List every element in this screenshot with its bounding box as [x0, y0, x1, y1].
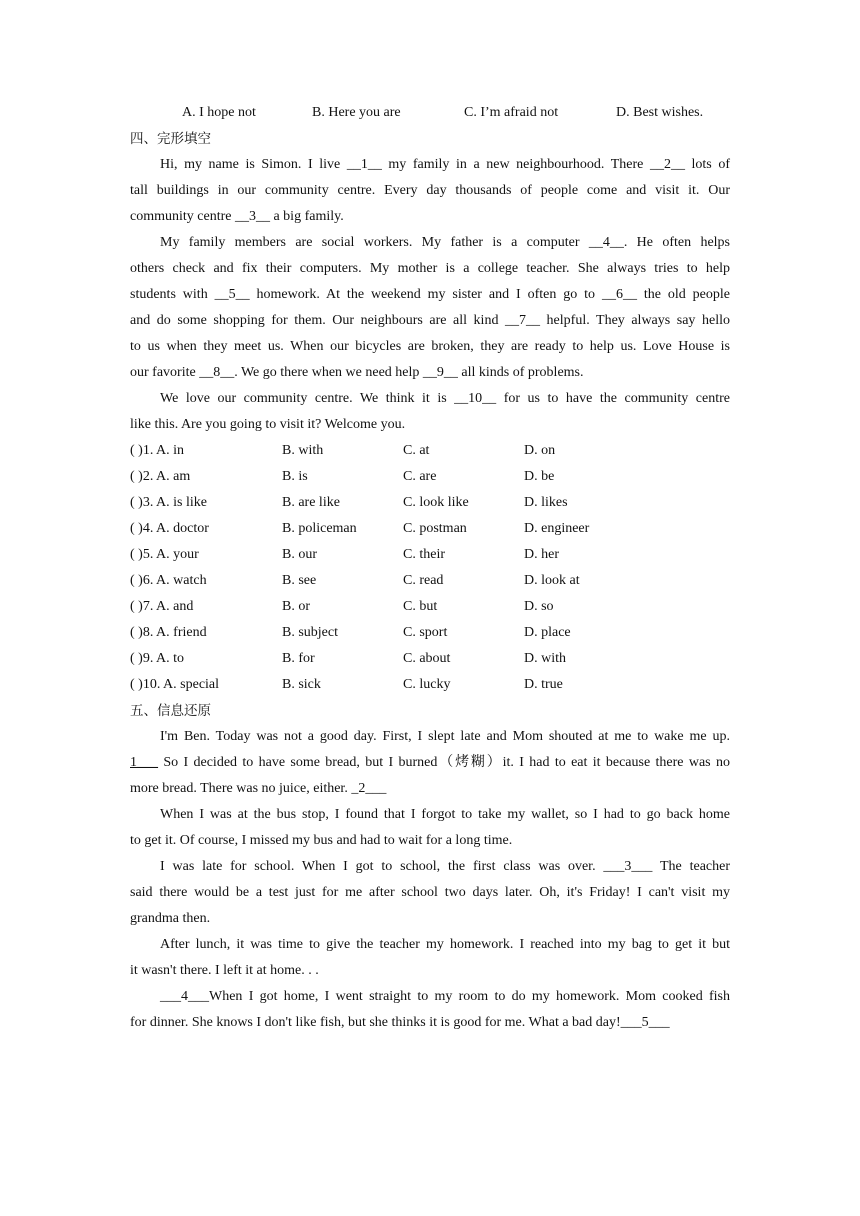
question-stem: ( )1. A. in [130, 443, 185, 458]
blank-3: ___3___ [603, 859, 653, 874]
question-row [130, 516, 730, 542]
blank-4: ___4___ [160, 989, 209, 1004]
document-page [130, 100, 730, 1036]
option: B. are like [282, 495, 340, 510]
text: When I got home, I went straight to my room to do my homework. Mom cooked fish [209, 989, 730, 1004]
option: B. subject [282, 625, 338, 640]
option: D. likes [524, 495, 568, 510]
question-row [130, 542, 730, 568]
option: C. postman [403, 521, 467, 536]
section-4-heading: 四、完形填空 [130, 131, 211, 147]
paragraph-line: to us when they meet us. When our bicycles are broken, they are ready to help us. Love House is [130, 339, 730, 354]
option: B. our [282, 547, 317, 562]
question-list [130, 438, 730, 698]
paragraph-line: grandma then. [130, 911, 211, 926]
paragraph-line: to get it. Of course, I missed my bus and had to wait for a long time. [130, 833, 513, 848]
text: more bread. There was no juice, either. [130, 781, 352, 796]
option-c: C. I’m afraid not [464, 105, 559, 120]
question-row [130, 646, 730, 672]
question-stem: ( )10. A. special [130, 677, 220, 692]
option: D. true [524, 677, 563, 692]
paragraph-line: When I was at the bus stop, I found that I forgot to take my wallet, so I had to go back home [160, 807, 730, 822]
question-row [130, 490, 730, 516]
paragraph-line: After lunch, it was time to give the teacher my homework. I reached into my bag to get it but [160, 937, 730, 952]
option: B. or [282, 599, 310, 614]
text: for dinner. She knows I don't like fish, but she thinks it is good for me. What a bad day! [130, 1015, 621, 1030]
paragraph-line: our favorite __8__. We go there when we need help __9__ all kinds of problems. [130, 365, 584, 380]
question-stem: ( )8. A. friend [130, 625, 207, 640]
option: B. sick [282, 677, 321, 692]
previous-question-options [130, 100, 730, 126]
paragraph-line [130, 750, 730, 776]
paragraph-line: My family members are social workers. My father is a computer __4__. He often helps [160, 235, 730, 250]
question-row [130, 464, 730, 490]
option: D. engineer [524, 521, 590, 536]
option: D. with [524, 651, 566, 666]
option: C. their [403, 547, 445, 562]
option: B. is [282, 469, 308, 484]
question-row [130, 594, 730, 620]
option: C. at [403, 443, 430, 458]
blank-2: _2___ [351, 781, 387, 796]
option: D. place [524, 625, 571, 640]
question-stem: ( )4. A. doctor [130, 521, 209, 536]
paragraph-line: others check and fix their computers. My mother is a college teacher. She always tries to help [130, 261, 730, 276]
paragraph-line: said there would be a test just for me after school two days later. Oh, it's Friday! I can't visit my [130, 885, 730, 900]
text: So I decided to have some bread, but I burned（烤糊）it. I had to eat it because there was no [158, 755, 730, 770]
option: C. about [403, 651, 451, 666]
paragraph-line [130, 776, 730, 802]
text: I was late for school. When I got to school, the first class was over. [160, 859, 604, 874]
question-row [130, 568, 730, 594]
paragraph-line: tall buildings in our community centre. Every day thousands of people come and visit it. Our [130, 183, 730, 198]
option: B. for [282, 651, 315, 666]
paragraph-line: We love our community centre. We think it is __10__ for us to have the community centre [160, 391, 730, 406]
section-5-heading: 五、信息还原 [130, 703, 211, 719]
text: The teacher [652, 859, 731, 874]
paragraph-line [130, 984, 730, 1010]
paragraph-line: like this. Are you going to visit it? Welcome you. [130, 417, 406, 432]
option: D. so [524, 599, 554, 614]
option: D. be [524, 469, 555, 484]
paragraph-line: Hi, my name is Simon. I live __1__ my family in a new neighbourhood. There __2__ lots of [160, 157, 730, 172]
paragraph-line [130, 854, 730, 880]
question-stem: ( )5. A. your [130, 547, 199, 562]
option: B. see [282, 573, 317, 588]
option-d: D. Best wishes. [616, 105, 704, 120]
question-row [130, 672, 730, 698]
option: B. with [282, 443, 324, 458]
question-stem: ( )2. A. am [130, 469, 191, 484]
question-stem: ( )3. A. is like [130, 495, 207, 510]
option: B. policeman [282, 521, 357, 536]
question-row [130, 620, 730, 646]
option-a: A. I hope not [182, 105, 256, 120]
option: D. on [524, 443, 556, 458]
option: C. sport [403, 625, 448, 640]
question-row [130, 438, 730, 464]
paragraph-line: it wasn't there. I left it at home. . . [130, 963, 319, 978]
option-b: B. Here you are [312, 105, 401, 120]
option: C. lucky [403, 677, 451, 692]
option: D. look at [524, 573, 580, 588]
paragraph-line [130, 1010, 730, 1036]
blank-5: ___5___ [620, 1015, 670, 1030]
option: C. look like [403, 495, 469, 510]
option: D. her [524, 547, 559, 562]
paragraph-line: community centre __3__ a big family. [130, 209, 344, 224]
option: C. are [403, 469, 437, 484]
option: C. but [403, 599, 438, 614]
question-stem: ( )6. A. watch [130, 573, 207, 588]
question-stem: ( )7. A. and [130, 599, 194, 614]
paragraph-line: students with __5__ homework. At the weekend my sister and I often go to __6__ the old people [130, 287, 730, 302]
paragraph-line: and do some shopping for them. Our neighbours are all kind __7__ helpful. They always say hello [130, 313, 730, 328]
blank-1: 1___ [130, 755, 158, 770]
paragraph-line: I'm Ben. Today was not a good day. First, I slept late and Mom shouted at me to wake me up. [160, 729, 730, 744]
option: C. read [403, 573, 444, 588]
question-stem: ( )9. A. to [130, 651, 185, 666]
